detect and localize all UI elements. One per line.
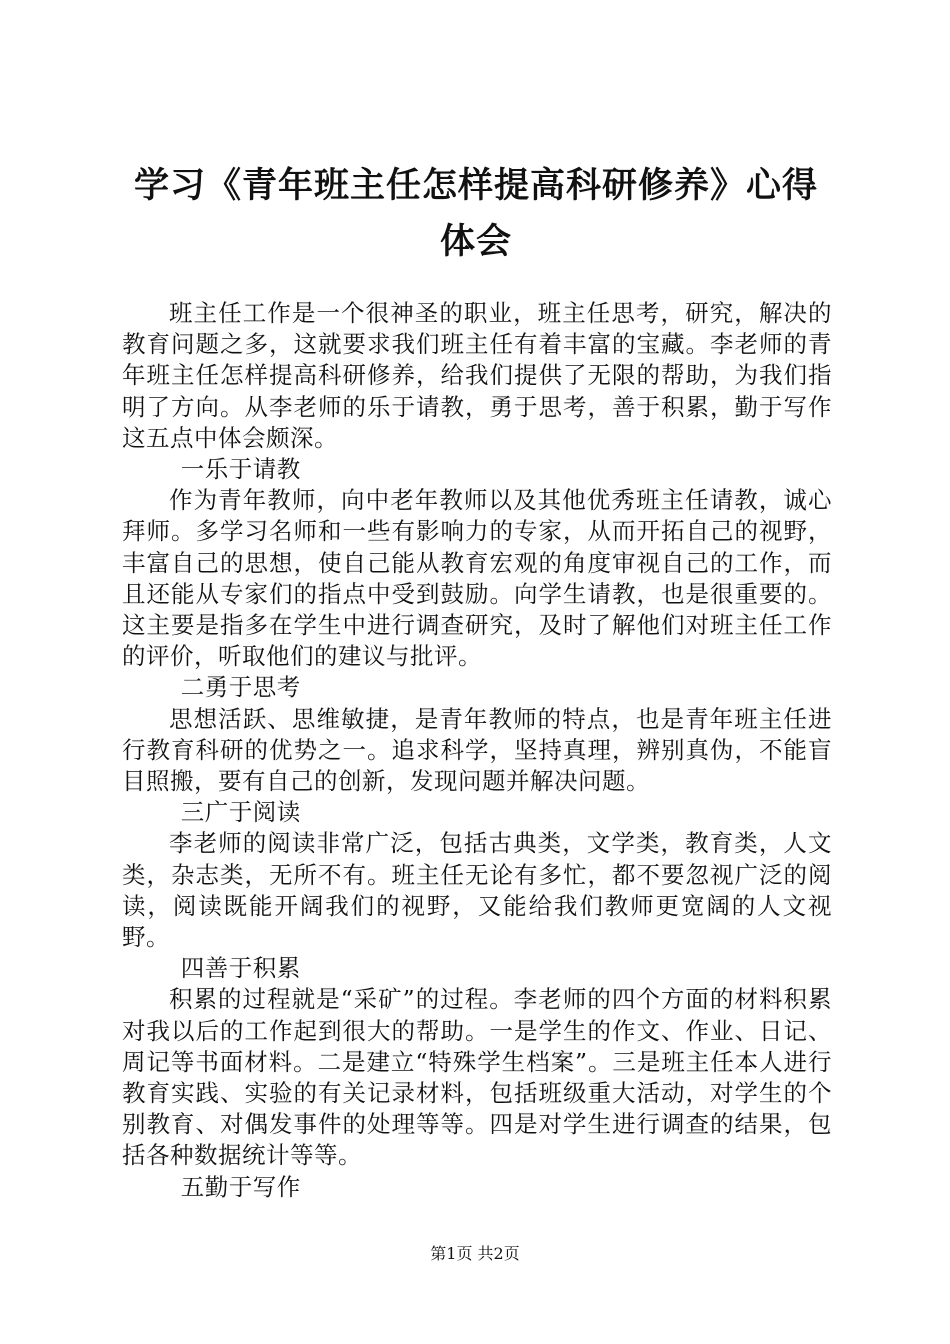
section-paragraph-4: 积累的过程就是“采矿”的过程。李老师的四个方面的材料积累对我以后的工作起到很大的帮助。一是学生的作文、作业、日记、周记等书面材料。二是建立“特殊学生档案”。三是班主任本人进行教育实践、实验的有关记录材料，包括班级重大活动，对学生的个别教育、对偶发事件的处理等等。四是对学生进行调查的结果，包括各种数据统计等等。: [122, 985, 832, 1170]
section-heading-2: 二勇于思考: [180, 673, 301, 702]
document-body: [122, 298, 832, 1203]
section-paragraph-3: 李老师的阅读非常广泛，包括古典类，文学类，教育类，人文类，杂志类，无所不有。班主任无论有多忙，都不要忽视广泛的阅读，阅读既能开阔我们的视野，又能给我们教师更宽阔的人文视野。: [122, 829, 832, 952]
section-heading-3: 三广于阅读: [180, 798, 301, 827]
section-heading-5: 五勤于写作: [180, 1172, 301, 1201]
page-number-footer: 第1页 共2页: [430, 1244, 520, 1263]
section-paragraph-1: 作为青年教师，向中老年教师以及其他优秀班主任请教，诚心拜师。多学习名师和一些有影响力的专家，从而开拓自己的视野，丰富自己的思想，使自己能从教育宏观的角度审视自己的工作，而且还能从专家们的指点中受到鼓励。向学生请教，也是很重要的。这主要是指多在学生中进行调查研究，及时了解他们对班主任工作的评价，听取他们的建议与批评。: [122, 486, 832, 671]
section-heading-1: 一乐于请教: [180, 455, 301, 484]
section-heading-4: 四善于积累: [180, 954, 301, 983]
intro-paragraph: 班主任工作是一个很神圣的职业，班主任思考，研究，解决的教育问题之多，这就要求我们班主任有着丰富的宝藏。李老师的青年班主任怎样提高科研修养，给我们提供了无限的帮助，为我们指明了方向。从李老师的乐于请教，勇于思考，善于积累，勤于写作这五点中体会颇深。: [122, 299, 832, 452]
section-paragraph-2: 思想活跃、思维敏捷，是青年教师的特点，也是青年班主任进行教育科研的优势之一。追求科学，坚持真理，辨别真伪，不能盲目照搬，要有自己的创新，发现问题并解决问题。: [122, 704, 832, 796]
document-title: 学习《青年班主任怎样提高科研修养》心得体会: [133, 166, 818, 262]
